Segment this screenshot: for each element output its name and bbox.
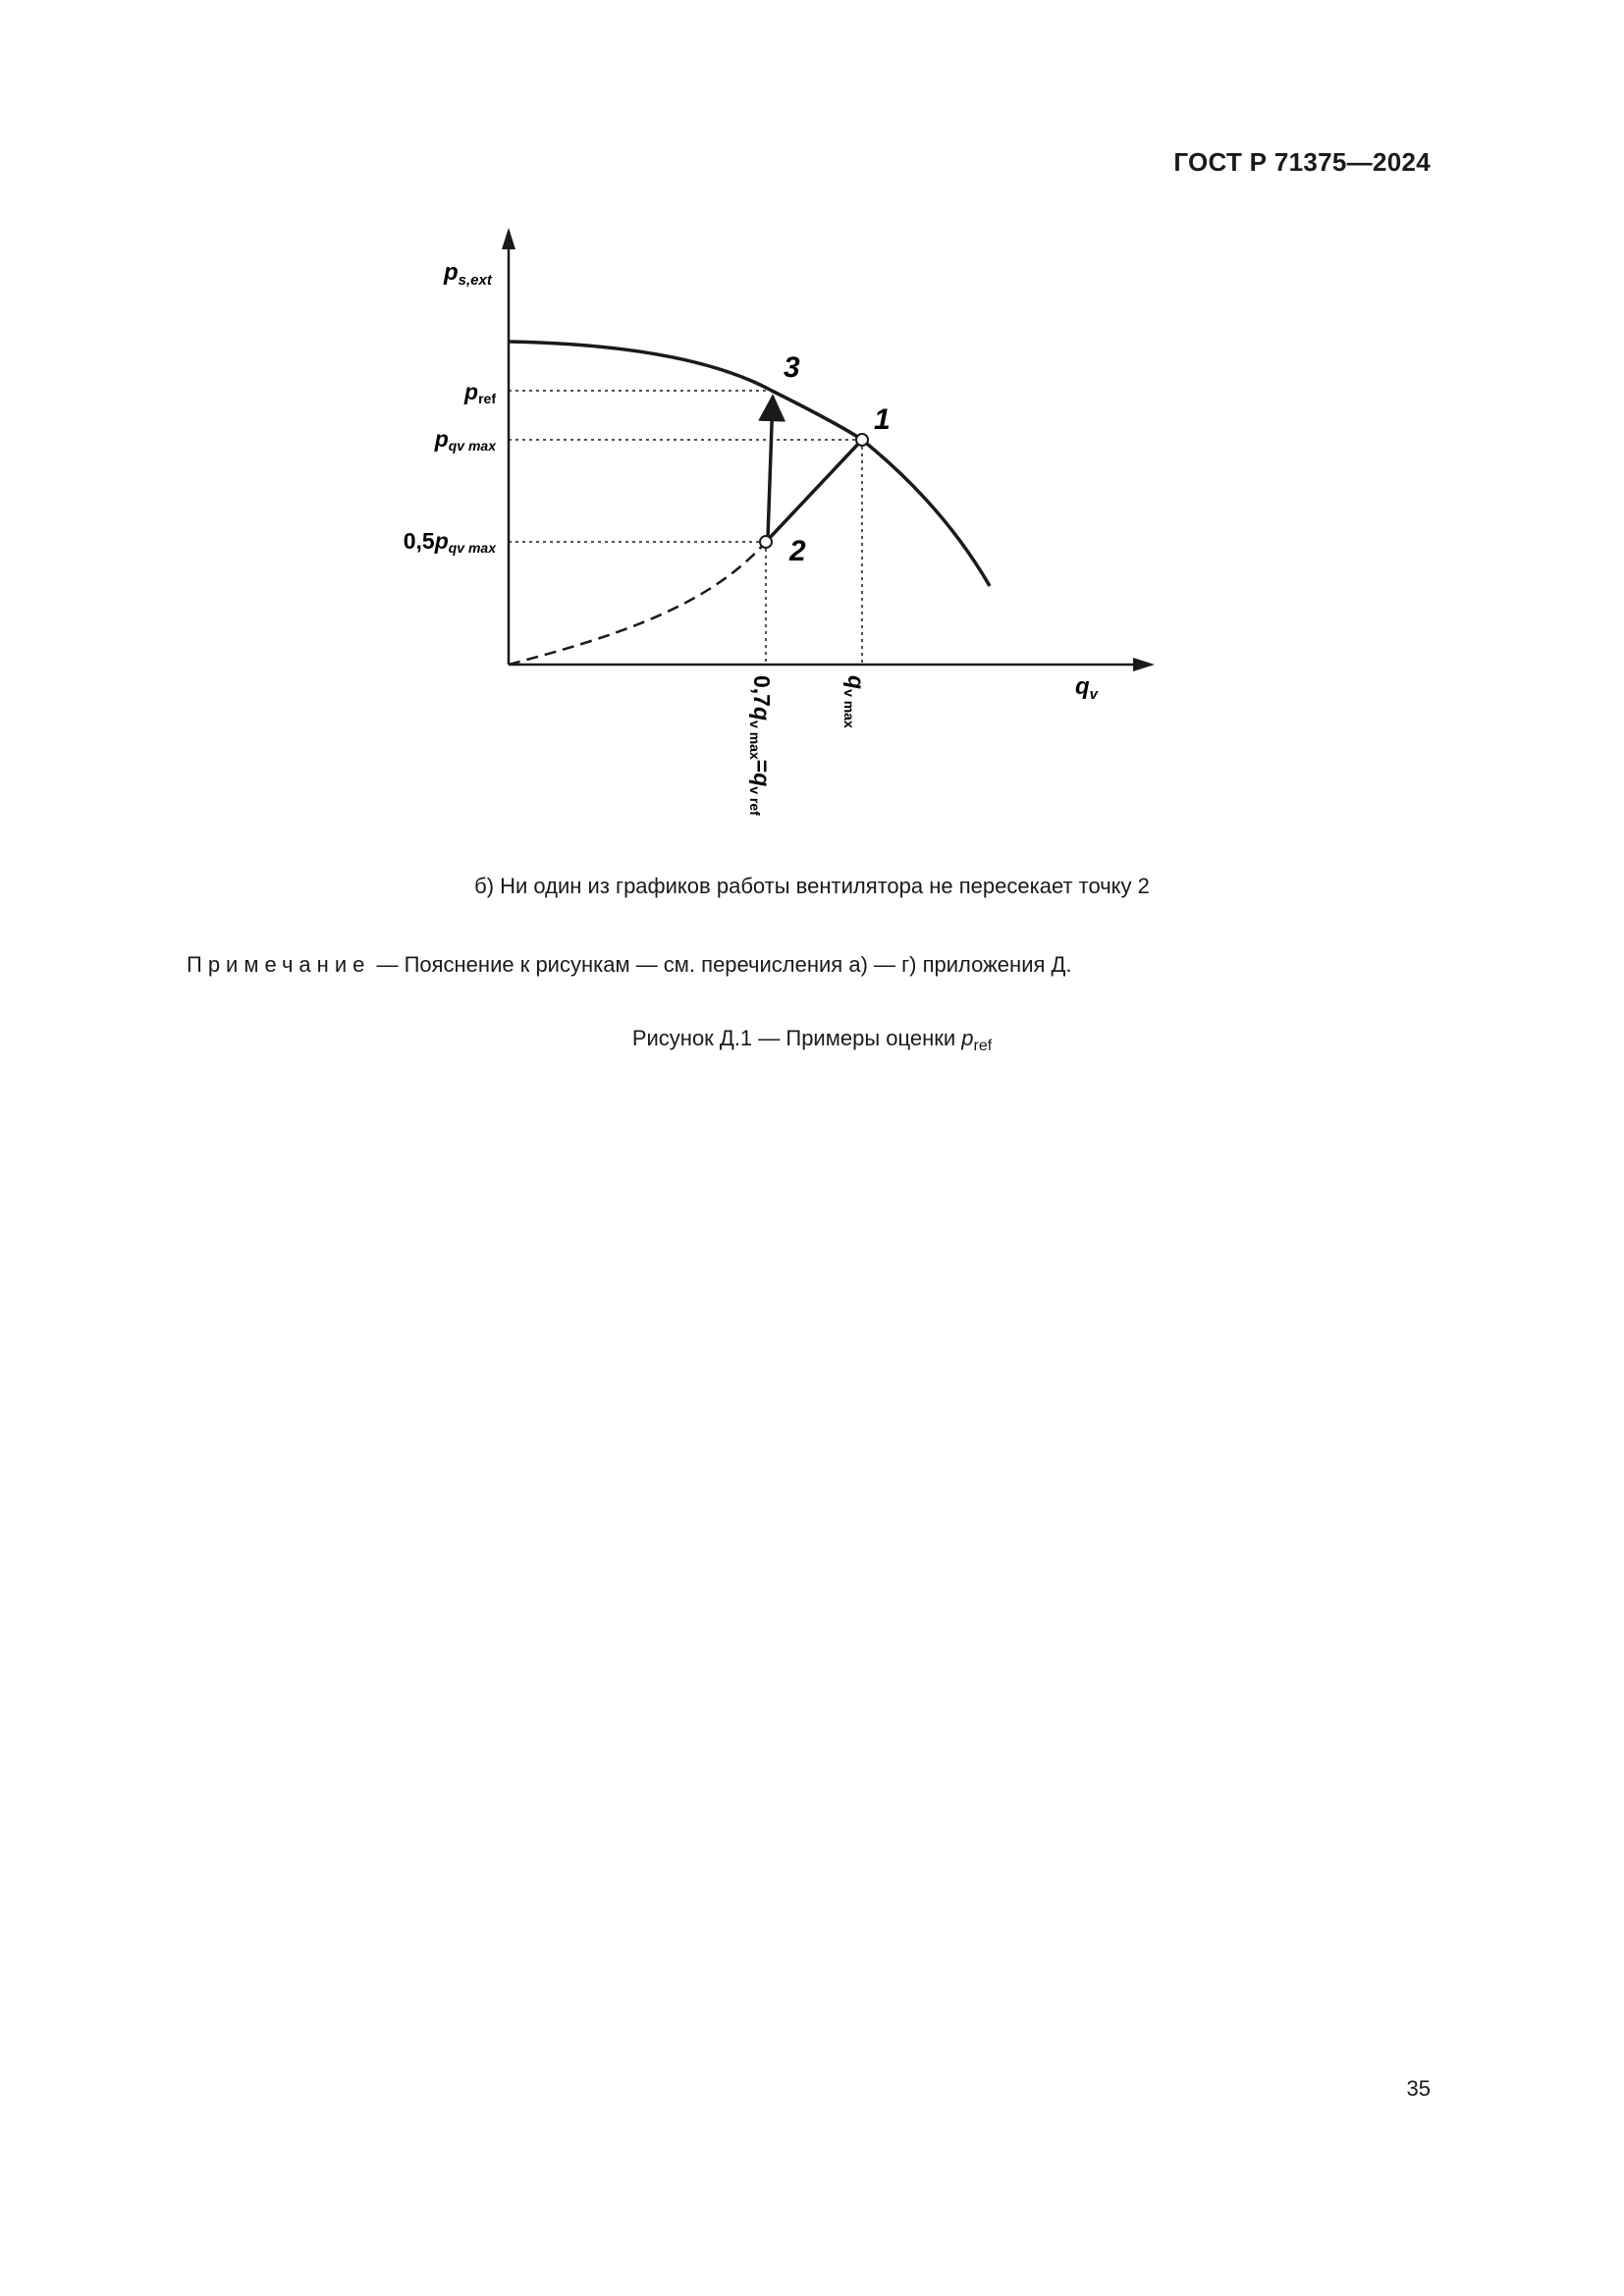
x-axis-label: qv xyxy=(1075,673,1099,703)
point-1-marker xyxy=(856,434,868,446)
point-3-label: 3 xyxy=(784,351,800,384)
note-label: Примечание xyxy=(187,952,371,977)
point-1-label: 1 xyxy=(874,403,891,436)
document-id: ГОСТ Р 71375—2024 xyxy=(1173,147,1431,177)
qvref-tick-label: 0,7qv max=qv ref xyxy=(747,675,775,816)
system-curve xyxy=(509,542,766,665)
note-text: — Пояснение к рисункам — см. перечисления а) — г) приложения Д. xyxy=(370,952,1072,977)
figure-title-sub: ref xyxy=(973,1038,993,1054)
y-axis-arrow xyxy=(502,228,515,249)
x-axis-arrow xyxy=(1133,658,1155,671)
line-point1-point2 xyxy=(766,440,862,542)
note xyxy=(187,952,1072,978)
figure-title xyxy=(0,1026,1624,1055)
point-2-label: 2 xyxy=(789,535,806,567)
y-axis-label: ps,ext xyxy=(444,259,492,289)
figure-title-text: Рисунок Д.1 — Примеры оценки xyxy=(631,1026,962,1050)
page-number: 35 xyxy=(1406,2076,1431,2101)
fan-characteristic-figure xyxy=(0,0,1624,883)
point-2-marker xyxy=(760,536,772,548)
half-pqvmax-tick-label: 0,5pqv max xyxy=(403,528,496,556)
arrow-point2-point3 xyxy=(768,397,773,538)
pqvmax-tick-label: pqv max xyxy=(434,426,496,454)
qvmax-tick-label: qv max xyxy=(841,675,869,728)
pref-tick-label: pref xyxy=(464,379,496,406)
subfigure-caption: б) Ни один из графиков работы вентилятора не пересекает точку 2 xyxy=(474,874,1150,898)
figure-title-var: p xyxy=(961,1026,974,1050)
fan-curve xyxy=(509,342,990,586)
